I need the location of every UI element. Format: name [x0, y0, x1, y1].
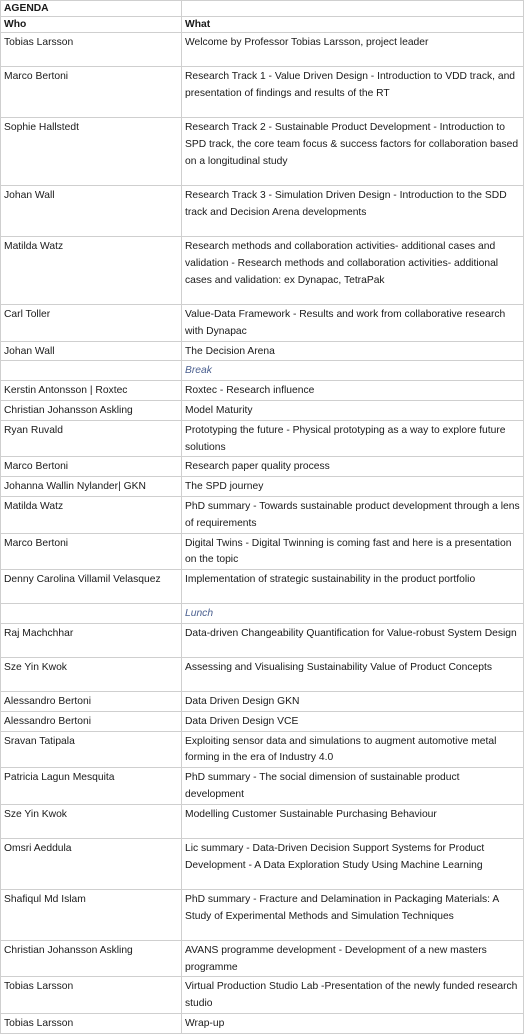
topic-cell: Implementation of strategic sustainability in the product portfolio [182, 570, 524, 604]
speaker-cell: Tobias Larsson [1, 33, 182, 67]
speaker-cell: Christian Johansson Askling [1, 940, 182, 977]
speaker-cell: Ryan Ruvald [1, 420, 182, 457]
topic-cell: Model Maturity [182, 400, 524, 420]
topic-cell: Prototyping the future - Physical prototyping as a way to explore future solutions [182, 420, 524, 457]
speaker-cell: Denny Carolina Villamil Velasquez [1, 570, 182, 604]
agenda-row [1, 768, 524, 805]
topic-cell: Research paper quality process [182, 457, 524, 477]
speaker-cell [1, 604, 182, 624]
speaker-cell: Matilda Watz [1, 237, 182, 305]
agenda-row [1, 711, 524, 731]
agenda-row [1, 381, 524, 401]
speaker-cell: Alessandro Bertoni [1, 691, 182, 711]
agenda-row [1, 186, 524, 237]
agenda-row [1, 118, 524, 186]
speaker-cell: Marco Bertoni [1, 457, 182, 477]
agenda-body [1, 1, 524, 1034]
topic-cell: Research Track 2 - Sustainable Product Development - Introduction to SPD track, the core team focus & success factors for collaboration based on a longitudinal study [182, 118, 524, 186]
agenda-row [1, 67, 524, 118]
agenda-row [1, 361, 524, 381]
topic-cell: Assessing and Visualising Sustainability Value of Product Concepts [182, 657, 524, 691]
topic-cell: Roxtec - Research influence [182, 381, 524, 401]
speaker-cell: Tobias Larsson [1, 1013, 182, 1033]
topic-cell: Exploiting sensor data and simulations to augment automotive metal forming in the era of Industry 4.0 [182, 731, 524, 768]
speaker-cell: Shafiqul Md Islam [1, 889, 182, 940]
agenda-row [1, 604, 524, 624]
topic-cell: Data Driven Design VCE [182, 711, 524, 731]
speaker-cell: Sophie Hallstedt [1, 118, 182, 186]
topic-cell: The Decision Arena [182, 341, 524, 361]
speaker-cell: Tobias Larsson [1, 977, 182, 1014]
speaker-cell: Johan Wall [1, 341, 182, 361]
topic-cell: PhD summary - Fracture and Delamination in Packaging Materials: A Study of Experimental Methods and Simulation Techniques [182, 889, 524, 940]
topic-cell: Welcome by Professor Tobias Larsson, project leader [182, 33, 524, 67]
agenda-row [1, 691, 524, 711]
agenda-row [1, 496, 524, 533]
speaker-cell: Johanna Wallin Nylander| GKN [1, 477, 182, 497]
speaker-cell: Sze Yin Kwok [1, 657, 182, 691]
speaker-cell: Carl Toller [1, 305, 182, 342]
speaker-cell: Marco Bertoni [1, 533, 182, 570]
speaker-cell: Sravan Tatipala [1, 731, 182, 768]
agenda-row [1, 804, 524, 838]
agenda-row [1, 420, 524, 457]
speaker-cell: Alessandro Bertoni [1, 711, 182, 731]
break-cell: Lunch [182, 604, 524, 624]
who-header: Who [1, 17, 182, 33]
agenda-row [1, 940, 524, 977]
speaker-cell: Matilda Watz [1, 496, 182, 533]
speaker-cell: Johan Wall [1, 186, 182, 237]
what-header: What [182, 17, 524, 33]
agenda-row [1, 305, 524, 342]
agenda-row [1, 33, 524, 67]
speaker-cell: Patricia Lagun Mesquita [1, 768, 182, 805]
speaker-cell: Kerstin Antonsson | Roxtec [1, 381, 182, 401]
topic-cell: Modelling Customer Sustainable Purchasing Behaviour [182, 804, 524, 838]
agenda-title: AGENDA [1, 1, 182, 17]
topic-cell: Research methods and collaboration activities- additional cases and validation - Research methods and collaboration activities- additional cases and validation: ex Dynapac, TetraPak [182, 237, 524, 305]
speaker-cell [1, 361, 182, 381]
agenda-row [1, 838, 524, 889]
agenda-row [1, 400, 524, 420]
agenda-row [1, 341, 524, 361]
topic-cell: Digital Twins - Digital Twinning is coming fast and here is a presentation on the topic [182, 533, 524, 570]
speaker-cell: Sze Yin Kwok [1, 804, 182, 838]
topic-cell: Lic summary - Data-Driven Decision Support Systems for Product Development - A Data Exploration Study Using Machine Learning [182, 838, 524, 889]
topic-cell: Virtual Production Studio Lab -Presentation of the newly funded research studio [182, 977, 524, 1014]
title-row [1, 1, 524, 17]
agenda-row [1, 237, 524, 305]
break-cell: Break [182, 361, 524, 381]
agenda-row [1, 570, 524, 604]
topic-cell: AVANS programme development - Development of a new masters programme [182, 940, 524, 977]
topic-cell: Wrap-up [182, 1013, 524, 1033]
topic-cell: Value-Data Framework - Results and work from collaborative research with Dynapac [182, 305, 524, 342]
speaker-cell: Omsri Aeddula [1, 838, 182, 889]
topic-cell: Research Track 3 - Simulation Driven Design - Introduction to the SDD track and Decision Arena developments [182, 186, 524, 237]
agenda-row [1, 457, 524, 477]
agenda-row [1, 731, 524, 768]
speaker-cell: Marco Bertoni [1, 67, 182, 118]
agenda-row [1, 477, 524, 497]
topic-cell: Data-driven Changeability Quantification for Value-robust System Design [182, 623, 524, 657]
speaker-cell: Christian Johansson Askling [1, 400, 182, 420]
agenda-row [1, 533, 524, 570]
agenda-row [1, 1013, 524, 1033]
title-blank-cell [182, 1, 524, 17]
speaker-cell: Raj Machchhar [1, 623, 182, 657]
agenda-row [1, 623, 524, 657]
header-row [1, 17, 524, 33]
topic-cell: The SPD journey [182, 477, 524, 497]
topic-cell: Research Track 1 - Value Driven Design - Introduction to VDD track, and presentation of findings and results of the RT [182, 67, 524, 118]
agenda-row [1, 977, 524, 1014]
topic-cell: PhD summary - Towards sustainable product development through a lens of requirements [182, 496, 524, 533]
topic-cell: PhD summary - The social dimension of sustainable product development [182, 768, 524, 805]
agenda-row [1, 657, 524, 691]
topic-cell: Data Driven Design GKN [182, 691, 524, 711]
agenda-row [1, 889, 524, 940]
